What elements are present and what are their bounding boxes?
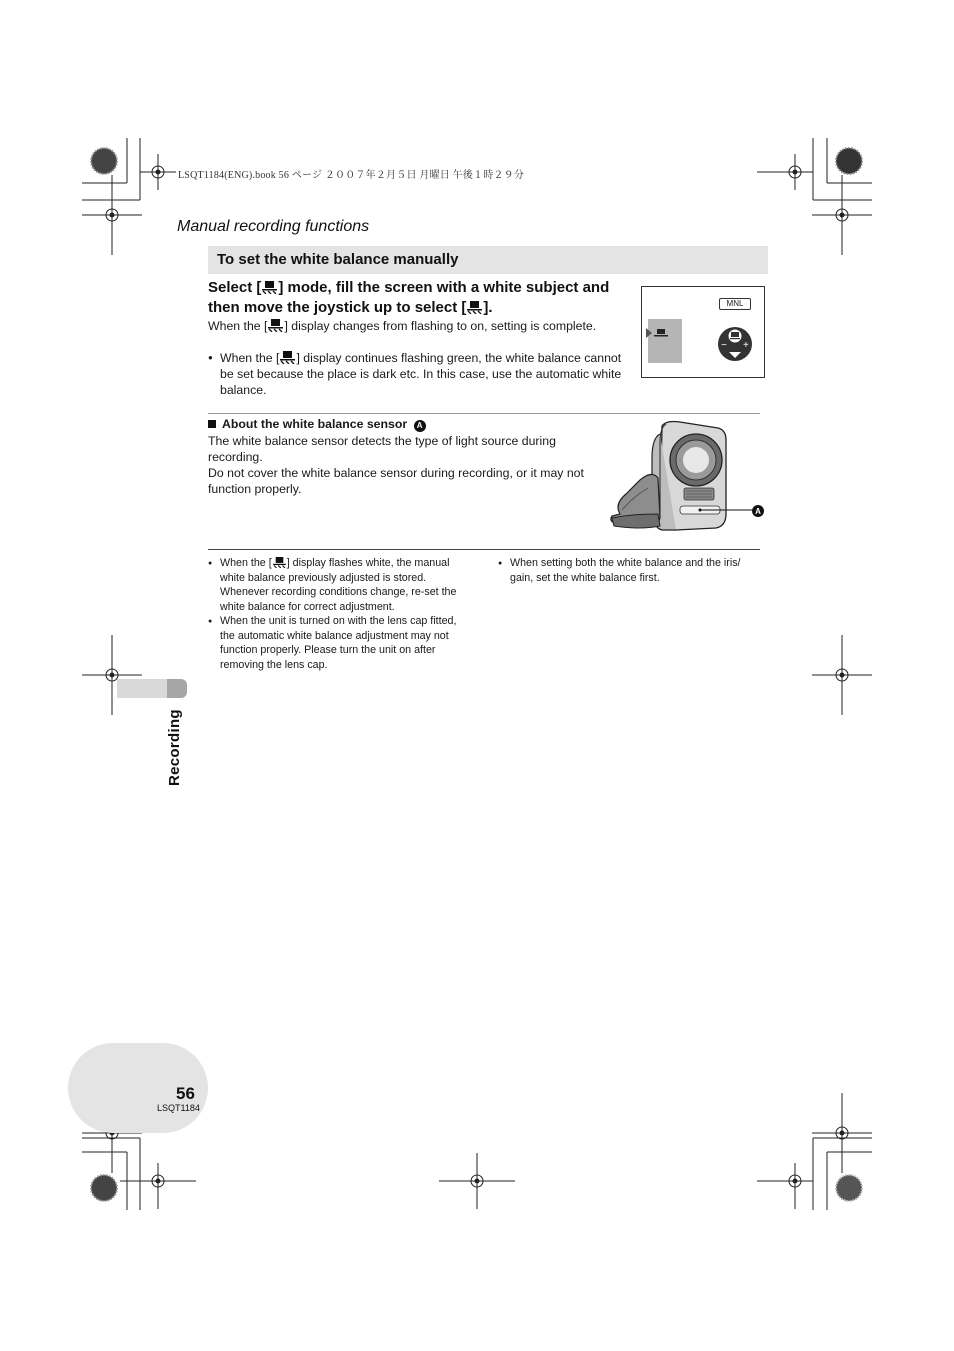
- joystick-icon: [716, 325, 754, 363]
- marker-a-label: A: [755, 507, 761, 516]
- step-instruction: Select [ ] mode, fill the screen with a white subject and then move the joystick up to select [ ].: [208, 279, 610, 316]
- sensor-description: The white balance sensor detects the type of light source during recording. Do not cover the white balance sensor during recording, or it may not function properly.: [208, 434, 584, 496]
- section-title: Manual recording functions: [177, 218, 370, 235]
- side-tab-dark: [167, 679, 187, 698]
- mnl-badge: MNL: [719, 298, 751, 310]
- step-note: When the [ ] display changes from flashing to on, setting is complete.: [208, 319, 597, 333]
- svg-text:+: +: [743, 340, 749, 351]
- divider: [208, 413, 760, 414]
- heading-bar: [208, 246, 768, 274]
- note-item: ● When setting both the white balance and the iris/ gain, set the white balance first.: [498, 556, 760, 585]
- white-balance-manual-icon: [273, 557, 286, 568]
- square-bullet-icon: [208, 420, 216, 428]
- selected-wb-icon: [646, 327, 670, 341]
- white-balance-manual-icon: [280, 351, 295, 364]
- heading: To set the white balance manually: [217, 251, 459, 268]
- marker-a-badge: A: [414, 420, 426, 432]
- model-code: LSQT1184: [157, 1103, 200, 1113]
- note-item: ● When the unit is turned on with the lens cap fitted, the automatic white balance adjustment may not function properly. Please turn the unit on after removing the lens cap.: [208, 614, 473, 672]
- sensor-heading: About the white balance sensor A: [208, 417, 426, 432]
- page-number: 56: [176, 1084, 195, 1103]
- flashing-note: ● When the [ ] display continues flashing green, the white balance cannot be set because the place is dark etc. In this case, use the automatic white balance.: [208, 350, 630, 398]
- camcorder-illustration: [600, 418, 770, 536]
- white-balance-manual-icon: [262, 281, 277, 294]
- notes-right: [498, 556, 760, 585]
- note-item: ● When the [ ] display flashes white, the manual white balance previously adjusted is stored. Whenever recording conditions change, re-set the white balance for correct adjustment.: [208, 556, 473, 614]
- white-balance-manual-icon: [268, 319, 283, 332]
- side-label: Recording: [166, 709, 183, 786]
- lcd-screen-illustration: [641, 286, 765, 378]
- notes-divider: [208, 549, 760, 550]
- svg-text:−: −: [721, 340, 727, 351]
- print-header: LSQT1184(ENG).book 56 ページ ２００７年２月５日 月曜日 午後１時２９分: [178, 170, 525, 181]
- notes-left: [208, 556, 473, 672]
- white-balance-manual-icon: [467, 301, 482, 314]
- side-tab-light: [117, 679, 169, 698]
- selection-column: [648, 319, 682, 363]
